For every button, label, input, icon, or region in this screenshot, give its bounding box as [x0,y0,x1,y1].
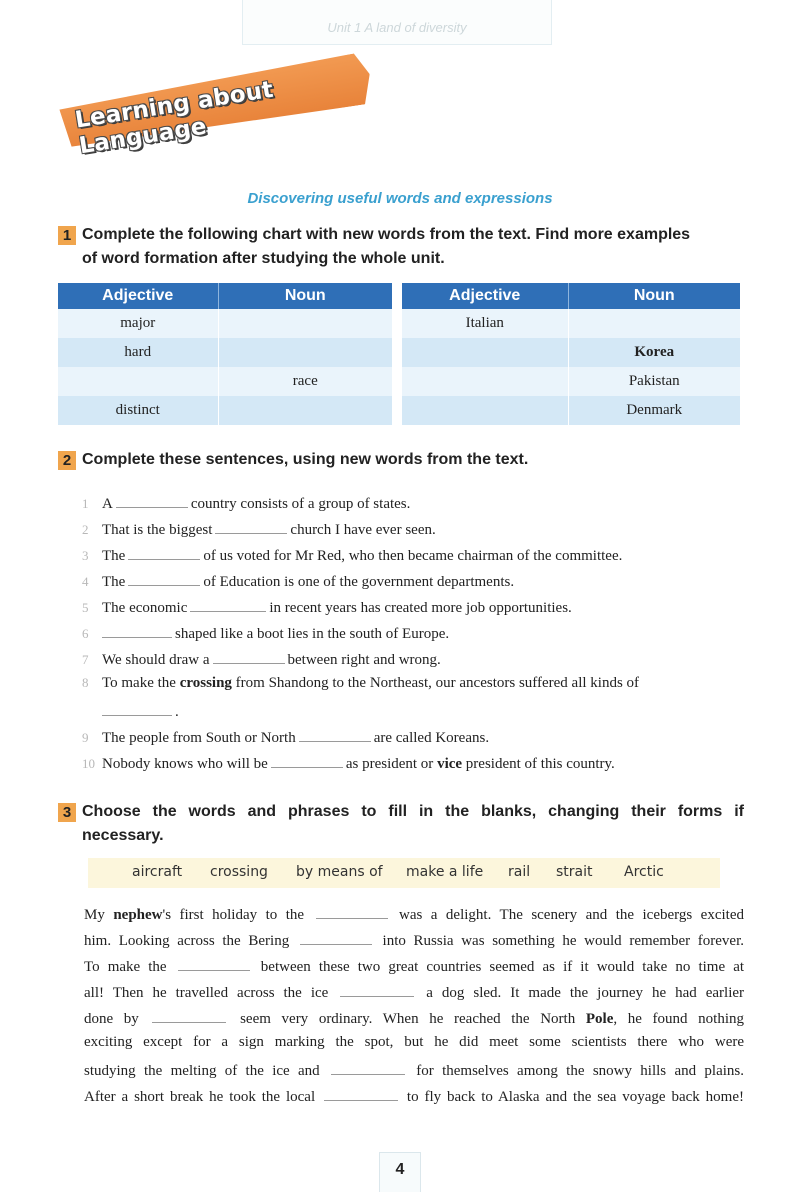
section-subtitle: Discovering useful words and expressions [247,190,553,207]
word-formation-table-right [402,283,740,425]
sentence-text: church I have ever seen. [290,522,436,538]
sentence-number: 6 [82,626,89,641]
table-cell: Denmark [568,396,740,425]
sentence-text: of us voted for Mr Red, who then became chairman of the committee. [203,548,623,564]
table-row [402,338,740,367]
sentence-text: president of this country. [465,756,615,772]
sentence-text: from Shandong to the Northeast, our ancestors suffered all kinds of [235,675,640,691]
paragraph-line [84,982,744,1008]
answer-blank[interactable] [190,597,266,612]
paragraph-text: studying the melting of the ice and [84,1063,320,1079]
sentence-text: The [102,548,126,564]
word-bank-item: make a life [406,864,484,880]
word-bank-item: by means of [296,864,383,880]
banner-title: Learning about Language [73,76,276,160]
table-cell [58,367,218,396]
table-cell [218,396,392,425]
sentence-text: The people from South or North [102,730,296,746]
sentence-bold-word: vice [437,756,463,772]
running-header [242,0,552,45]
answer-blank[interactable] [102,701,172,716]
paragraph-text: exciting except for a sign marking the spot, but he did meet some scientists there who were [84,1034,744,1050]
exercise-2-instruction: Complete these sentences, using new words from the text. [82,451,529,468]
paragraph-text: My [84,907,105,923]
sentence-text: between right and wrong. [287,652,441,668]
sentence-text: as president or [345,756,434,772]
word-bank [88,858,720,888]
answer-blank[interactable] [300,930,372,945]
table-row [402,309,740,338]
table-row [402,396,740,425]
sentence-item [82,675,639,692]
table-cell: Korea [568,338,740,367]
table-header-row [58,283,392,309]
table-cell: major [58,309,218,338]
sentence-number: 1 [82,496,89,511]
answer-blank[interactable] [128,545,200,560]
sentence-text: of Education is one of the government departments. [203,574,515,590]
sentence-item [82,519,436,539]
table-cell [402,338,568,367]
word-bank-item: Arctic [624,864,664,880]
sentence-number: 8 [82,675,89,690]
table-cell: hard [58,338,218,367]
table-cell: race [218,367,392,396]
paragraph-text: all! Then he travelled across the ice [84,985,329,1001]
sentence-number: 5 [82,600,89,615]
table-cell: distinct [58,396,218,425]
paragraph-text: 's first holiday to the [162,907,305,923]
paragraph-text: for themselves among the snowy hills and plains. [416,1063,744,1079]
answer-blank[interactable] [271,753,343,768]
paragraph-bold-word: nephew [113,907,163,923]
sentence-text: Nobody knows who will be [102,756,268,772]
sentence-item [82,571,514,591]
column-header-noun: Noun [218,283,392,309]
paragraph-text: between these two great countries seemed as if it would take no time at [260,959,745,975]
sentence-item [82,727,489,747]
section-banner [58,52,374,160]
paragraph-line [84,1008,744,1034]
paragraph-text: done by [84,1011,139,1027]
word-bank-item: crossing [210,864,268,880]
page-number-box [379,1152,421,1192]
sentence-continuation: . [82,701,179,721]
sentence-text: country consists of a group of states. [190,496,411,512]
exercise-3-instruction-line2: necessary. [82,827,164,844]
table-row [402,367,740,396]
paragraph-line [84,1034,744,1060]
sentence-item [82,597,572,617]
sentence-number: 2 [82,522,89,537]
sentence-text: in recent years has created more job opportunities. [269,600,572,616]
sentence-text: To make the [102,675,176,691]
word-bank-item: strait [556,864,593,880]
answer-blank[interactable] [316,904,388,919]
sentence-number: 4 [82,574,89,589]
page-number: 4 [395,1161,405,1178]
exercise-1-instruction-line1: Complete the following chart with new words from the text. Find more examples [82,226,691,243]
answer-blank[interactable] [128,571,200,586]
answer-blank[interactable] [215,519,287,534]
paragraph-line [84,1060,744,1086]
word-bank-item: rail [508,864,531,880]
paragraph-line [84,1086,744,1112]
paragraph-text: to fly back to Alaska and the sea voyage back home! [406,1089,744,1105]
paragraph-text: was a delight. The scenery and the icebergs excited [399,907,744,923]
sentence-text: That is the biggest [102,522,213,538]
answer-blank[interactable] [213,649,285,664]
paragraph-text: a dog sled. It made the journey he had earlier [426,985,745,1001]
paragraph-line [84,956,744,982]
sentence-number: 9 [82,730,89,745]
exercise-3-instruction [82,800,744,848]
table-cell: Pakistan [568,367,740,396]
sentence-bold-word: crossing [179,675,232,691]
table-header-row [402,283,740,309]
answer-blank[interactable] [116,493,188,508]
table-cell [402,396,568,425]
table-cell [218,309,392,338]
paragraph-text: seem very ordinary. When he reached the North [240,1011,576,1027]
table-row [58,396,392,425]
sentence-text: We should draw a [102,652,210,668]
table-cell: Italian [402,309,568,338]
exercise-1-instruction-line2: of word formation after studying the whole unit. [82,250,445,267]
sentence-item [82,545,622,565]
table-row [58,338,392,367]
answer-blank[interactable] [102,623,172,638]
unit-label: Unit 1 A land of diversity [327,20,467,35]
sentence-text: A [102,496,113,512]
paragraph-text: After a short break he took the local [84,1089,316,1105]
sentence-text: shaped like a boot lies in the south of Europe. [175,626,450,642]
table-cell [218,338,392,367]
word-bank-item: aircraft [132,864,183,880]
exercise-2-number: 2 [58,451,76,470]
answer-blank[interactable] [340,982,414,997]
table-row [58,367,392,396]
answer-blank[interactable] [152,1008,226,1023]
column-header-adjective: Adjective [402,283,568,309]
sentence-number: 7 [82,652,89,667]
word-formation-table-left [58,283,392,425]
column-header-adjective: Adjective [58,283,218,309]
exercise-1-instruction [82,223,690,271]
paragraph-text: into Russia was something he would remember forever. [382,933,745,949]
answer-blank[interactable] [299,727,371,742]
sentence-item [82,753,615,773]
sentence-text: The [102,574,126,590]
table-cell [568,309,740,338]
column-header-noun: Noun [568,283,740,309]
exercise-3-instruction-line1: Choose the words and phrases to fill in the blanks, changing their forms if [82,803,744,820]
paragraph-text: , he found nothing [613,1011,745,1027]
sentence-number: 10 [82,756,95,771]
sentence-number: 3 [82,548,89,563]
answer-blank[interactable] [324,1086,398,1101]
sentence-item [82,649,441,669]
exercise-1-number: 1 [58,226,76,245]
answer-blank[interactable] [331,1060,405,1075]
answer-blank[interactable] [178,956,250,971]
sentence-item [82,493,410,513]
exercise-3-number: 3 [58,803,76,822]
table-cell [402,367,568,396]
paragraph-bold-word: Pole [585,1011,614,1027]
sentence-text: The economic [102,600,188,616]
sentence-item [82,623,449,643]
paragraph-line [84,904,744,930]
paragraph-text: To make the [84,959,167,975]
sentence-text: are called Koreans. [373,730,490,746]
table-row [58,309,392,338]
paragraph-text: him. Looking across the Bering [84,933,290,949]
paragraph-line [84,930,744,956]
